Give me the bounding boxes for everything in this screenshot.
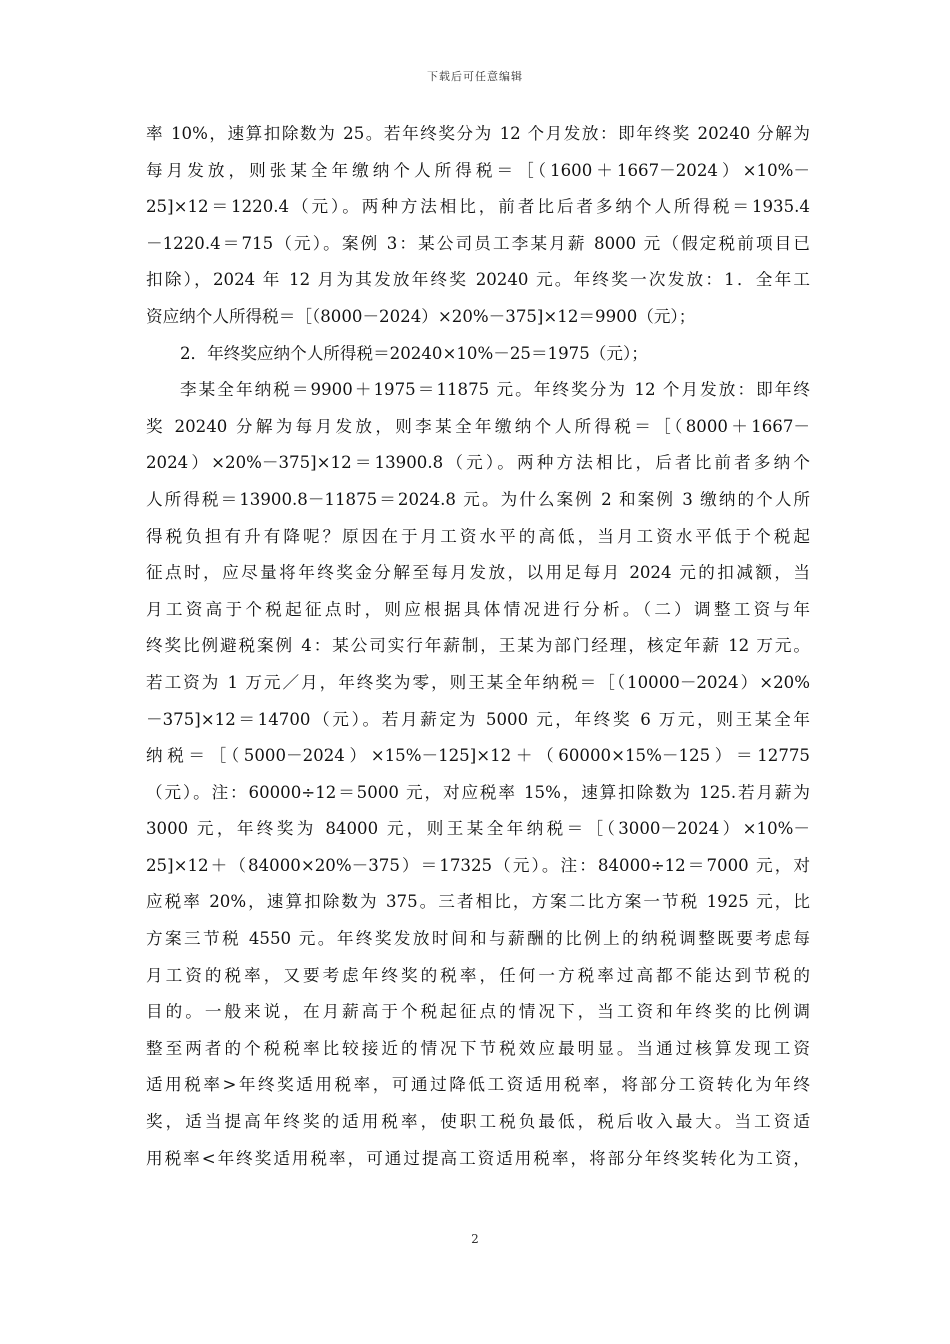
text-line: 2024）×20%－375]×12＝13900.8（元）。两种方法相比，后者比前者多纳个	[146, 453, 810, 473]
text-line: 每月发放，则张某全年缴纳个人所得税＝［（1600＋1667－2024）×10%－	[146, 160, 810, 180]
text-line: 目的。一般来说，在月薪高于个税起征点的情况下，当工资和年终奖的比例调	[146, 1002, 810, 1022]
text-line: 奖，适当提高年终奖的适用税率，使职工税负最低，税后收入最大。当工资适	[146, 1112, 810, 1132]
text-line: 终奖比例避税案例 4：某公司实行年薪制，王某为部门经理，核定年薪 12 万元。	[146, 636, 810, 656]
text-line: 25]×12＋（84000×20%－375）＝17325（元）。注：84000÷12＝7000 元，对	[146, 855, 810, 875]
text-line: 资应纳个人所得税＝［（8000－2024）×20%－375]×12＝9900（元）；	[146, 306, 696, 326]
text-line: 25]×12＝1220.4（元）。两种方法相比，前者比后者多纳个人所得税＝1935.4	[146, 197, 810, 217]
text-line: 得税负担有升有降呢？原因在于月工资水平的高低，当月工资水平低于个税起	[146, 526, 810, 546]
text-line: 2．年终奖应纳个人所得税＝20240×10%－25＝1975（元）；	[180, 343, 648, 363]
page-number: 2	[471, 1232, 479, 1246]
text-line: 3000 元，年终奖为 84000 元，则王某全年纳税＝［（3000－2024）×10%－	[146, 819, 810, 839]
text-line: －1220.4＝715（元）。案例 3：某公司员工李某月薪 8000 元（假定税前项目已	[146, 233, 810, 253]
text-line: 人所得税＝13900.8－11875＝2024.8 元。为什么案例 2 和案例 3 缴纳的个人所	[146, 489, 810, 509]
text-line: 月工资的税率，又要考虑年终奖的税率，任何一方税率过高都不能达到节税的	[146, 965, 810, 985]
text-line: 率 10%，速算扣除数为 25。若年终奖分为 12 个月发放：即年终奖 20240 分解为	[146, 124, 810, 143]
text-line: 李某全年纳税＝9900＋1975＝11875 元。年终奖分为 12 个月发放：即年终	[180, 380, 810, 400]
text-line: 用税率<年终奖适用税率，可通过提高工资适用税率，将部分年终奖转化为工资，	[146, 1148, 810, 1168]
text-line: （元）。注：60000÷12＝5000 元，对应税率 15%，速算扣除数为 125.若月薪为	[146, 782, 810, 802]
text-line: 应税率 20%，速算扣除数为 375。三者相比，方案二比方案一节税 1925 元，比	[146, 892, 810, 912]
text-line: 奖 20240 分解为每月发放，则李某全年缴纳个人所得税＝［（8000＋1667－	[146, 416, 810, 436]
text-line: －375]×12＝14700（元）。若月薪定为 5000 元，年终奖 6 万元，则王某全年	[146, 709, 810, 729]
text-line: 扣除），2024 年 12 月为其发放年终奖 20240 元。年终奖一次发放：1．全年工	[146, 270, 810, 290]
text-line: 方案三节税 4550 元。年终奖发放时间和与薪酬的比例上的纳税调整既要考虑每	[146, 929, 810, 949]
text-line: 征点时，应尽量将年终奖金分解至每月发放，以用足每月 2024 元的扣减额，当	[146, 563, 810, 583]
body-text	[146, 116, 810, 1177]
text-line: 纳税＝［（5000－2024）×15%－125]×12＋（60000×15%－125）＝12775	[146, 746, 810, 766]
text-line: 月工资高于个税起征点时，则应根据具体情况进行分析。（二）调整工资与年	[146, 599, 810, 619]
page-header: 下载后可任意编辑	[427, 70, 523, 83]
text-line: 适用税率>年终奖适用税率，可通过降低工资适用税率，将部分工资转化为年终	[146, 1075, 810, 1095]
text-line: 若工资为 1 万元／月，年终奖为零，则王某全年纳税＝［（10000－2024）×20%	[146, 672, 810, 692]
text-line: 整至两者的个税税率比较接近的情况下节税效应最明显。当通过核算发现工资	[146, 1038, 810, 1058]
